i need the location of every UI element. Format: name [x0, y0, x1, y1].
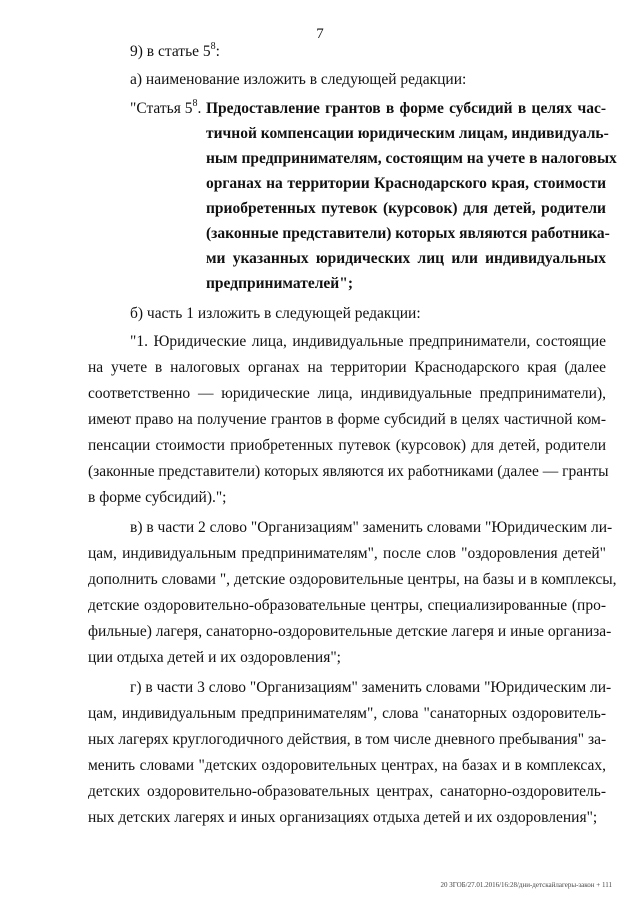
footer-file-stamp: 20 ЗГОБ/27.01.2016/16:28/дни-детскайлагеры-закон + 111: [440, 881, 612, 889]
article-title-line: предпринимателей";: [206, 275, 353, 292]
sub-item-g-line: детских оздоровительно-образовательных центрах, санаторно-оздоровитель-: [88, 783, 606, 800]
item-9-heading: 9) в статье $5^8$:: [130, 40, 220, 60]
part-1-line: "1. Юридические лица, индивидуальные предприниматели, состоящие: [130, 333, 606, 350]
article-title-line: Предоставление грантов в форме субсидий в целях час-: [206, 100, 606, 117]
sub-item-v-line: детские оздоровительно-образовательные центры, специализированные (про-: [88, 597, 606, 614]
article-title-prefix: "Статья $5^8$.: [130, 97, 202, 117]
article-title-line: органах на территории Краснодарского края, стоимости: [206, 175, 606, 192]
sub-item-g-line: ных детских лагерях и иных организациях отдыха детей и их оздоровления";: [88, 809, 598, 826]
article-title-line: ным предпринимателям, состоящим на учете в налоговых: [206, 150, 617, 167]
part-1-line: пенсации стоимости приобретенных путевок (курсовок) для детей, родители: [88, 437, 606, 454]
sub-item-v-line: цам, индивидуальным предпринимателям", после слов "оздоровления детей": [88, 545, 606, 562]
part-1-line: в форме субсидий).";: [88, 489, 227, 506]
article-title-line: тичной компенсации юридическим лицам, индивидуаль-: [206, 125, 609, 142]
sub-item-v-line: фильные) лагеря, санаторно-оздоровительные детские лагеря и иные организа-: [88, 623, 612, 640]
part-1-line: имеют право на получение грантов в форме субсидий в целях частичной ком-: [88, 411, 606, 428]
sub-item-v-line: ции отдыха детей и их оздоровления";: [88, 649, 341, 666]
article-title-line: ми указанных юридических лиц или индивидуальных: [206, 250, 606, 267]
sub-item-g-line: цам, индивидуальным предпринимателям", слова "санаторных оздоровитель-: [88, 705, 606, 722]
sub-item-v-line: в) в части 2 слово "Организациям" заменить словами "Юридическим ли-: [130, 519, 613, 536]
sub-item-v-line: дополнить словами ", детские оздоровительные центры, на базы и в комплексы,: [88, 571, 617, 588]
sub-item-g-line: ных лагерях круглогодичного действия, в том числе дневного пребывания" за-: [88, 731, 607, 748]
page-number: 7: [316, 26, 324, 42]
sub-item-g-line: менить словами "детских оздоровительных центрах, на базах и в комплексах,: [88, 757, 606, 774]
part-1-line: соответственно — юридические лица, индивидуальные предприниматели),: [88, 385, 606, 402]
sub-item-a: а) наименование изложить в следующей редакции:: [130, 71, 467, 88]
part-1-line: на учете в налоговых органах на территории Краснодарского края (далее: [88, 359, 606, 376]
part-1-line: (законные представители) которых являются их работниками (далее — гранты: [88, 463, 609, 480]
article-title-line: (законные представители) которых являются работника-: [206, 225, 610, 242]
article-title-line: приобретенных путевок (курсовок) для детей, родители: [206, 200, 606, 217]
sub-item-g-line: г) в части 3 слово "Организациям" заменить словами "Юридическим ли-: [130, 679, 612, 696]
sub-item-b: б) часть 1 изложить в следующей редакции:: [130, 305, 421, 322]
